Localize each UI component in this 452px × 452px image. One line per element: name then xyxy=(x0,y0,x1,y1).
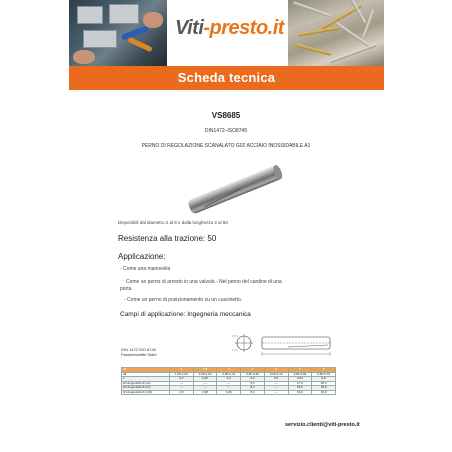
table-row-label: kN doppelschub (1x6) xyxy=(122,390,170,395)
table-row-label: kN doppelschub (1x) xyxy=(122,381,170,386)
application-item: - Come un perno di posizionamento su un cuscinetto. xyxy=(124,297,243,303)
table-cell: 33,0 xyxy=(312,390,336,395)
table-cell: 4,05-4,15 xyxy=(264,372,288,377)
table-cell: 3 xyxy=(217,368,241,373)
banner-title: Scheda tecnica xyxy=(177,70,276,85)
table-cell: 6 xyxy=(288,368,312,373)
table-cell: 30,8 xyxy=(312,386,336,391)
table-cell: — xyxy=(193,386,217,391)
table-cell: 5,4 xyxy=(241,381,265,386)
product-pin-image xyxy=(180,160,290,218)
customer-service-email[interactable]: servizio.clienti@viti-presto.it xyxy=(285,422,360,428)
table-cell: — xyxy=(264,386,288,391)
drawing-caption xyxy=(121,347,156,357)
table-cell: 0,63 xyxy=(288,377,312,382)
product-code: VS8685 xyxy=(211,111,241,120)
dimensions-table xyxy=(121,367,336,395)
product-standards: DIN1472–ISO8745 xyxy=(204,128,248,134)
table-cell: — xyxy=(193,381,217,386)
table-cell: — xyxy=(170,386,194,391)
table-cell: 4,90-5,00 xyxy=(288,372,312,377)
logo-viti-text: Viti xyxy=(175,17,204,39)
table-cell: — xyxy=(217,381,241,386)
applications-title: Applicazione: xyxy=(118,252,166,261)
table-cell: 5 xyxy=(264,368,288,373)
table-cell: — xyxy=(264,381,288,386)
table-row-label: kN doppelschub (1x) xyxy=(122,386,170,391)
brand-logo[interactable] xyxy=(167,0,288,66)
header-screws-photo xyxy=(288,0,384,66)
table-cell: 1,60-1,63 xyxy=(170,372,194,377)
table-cell: 0,3 xyxy=(217,377,241,382)
drawing-caption-line: DIN 1472 ISO 8745 xyxy=(121,347,156,352)
table-cell: 8,4 xyxy=(241,386,265,391)
application-item: Come un perno di arresto in una valvola - Nel perno del cardine di una xyxy=(126,279,282,285)
table-cell: 0,25 xyxy=(193,377,217,382)
table-row-label: d2 xyxy=(122,372,170,377)
table-cell: 2,50-2,73 xyxy=(217,372,241,377)
table-cell: 18,6 xyxy=(288,386,312,391)
table-cell: 0,8 xyxy=(312,377,336,382)
table-cell: 8,4 xyxy=(241,390,265,395)
table-cell: 1,5 xyxy=(170,390,194,395)
table-cell: 2,00-2,03 xyxy=(193,372,217,377)
table-cell: — xyxy=(264,390,288,395)
logo-presto-text: -presto.it xyxy=(203,17,284,39)
table-cell: 6,50-6,70 xyxy=(312,372,336,377)
section-banner xyxy=(69,66,384,90)
table-cell: 3,30-3,45 xyxy=(241,372,265,377)
table-cell: 19,0 xyxy=(288,390,312,395)
tensile-strength: Resistenza alla trazione: 50 xyxy=(118,234,217,243)
table-row-label: d1 xyxy=(122,368,170,373)
table-cell: 2,5 xyxy=(193,368,217,373)
table-cell: 17,6 xyxy=(288,381,312,386)
pin-technical-drawing xyxy=(228,326,338,360)
table-cell: 25,4 xyxy=(312,381,336,386)
table-cell: 8 xyxy=(312,368,336,373)
table-cell: 0,2 xyxy=(170,377,194,382)
table-cell: 0,5 xyxy=(264,377,288,382)
drawing-caption-line: Passkerbstifte Stahl xyxy=(121,352,157,357)
availability-note: Disponibili dal diametro 2 al 8 e dalla lunghezza 3 al 60 xyxy=(118,220,228,225)
table-row-label: c xyxy=(122,377,170,382)
table-cell: 4,26 xyxy=(217,390,241,395)
fields-of-application: Campi di applicazione: Ingegneria meccanica xyxy=(120,311,251,318)
table-cell: 2,98 xyxy=(193,390,217,395)
table-cell: — xyxy=(170,381,194,386)
application-item: porta xyxy=(120,286,132,292)
table-cell: 4 xyxy=(241,368,265,373)
table-cell: 2 xyxy=(170,368,194,373)
header-tools-photo xyxy=(69,0,167,66)
application-item: - Come una manovella xyxy=(120,266,171,272)
table-row xyxy=(122,390,336,395)
product-description: PERNO DI REGOLAZIONE SCANALATO G02 ACCIAIO INOSSIDABILE A1 xyxy=(141,143,311,149)
table-cell: 0,4 xyxy=(241,377,265,382)
table-cell: — xyxy=(217,386,241,391)
